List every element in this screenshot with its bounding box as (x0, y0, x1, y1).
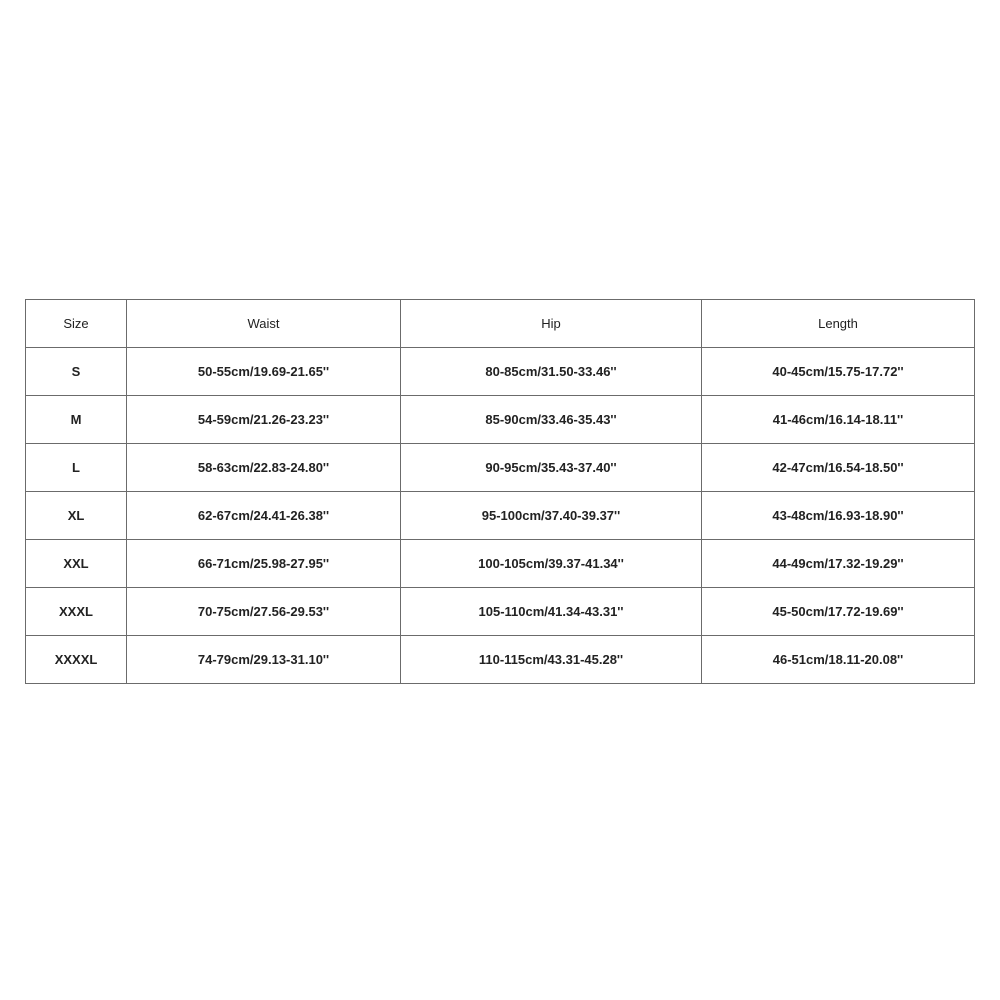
length-cell: 46-51cm/18.11-20.08'' (702, 636, 975, 684)
table-row (26, 492, 975, 540)
size-cell: XL (26, 492, 127, 540)
table-row (26, 348, 975, 396)
header-hip: Hip (401, 300, 702, 348)
length-cell: 42-47cm/16.54-18.50'' (702, 444, 975, 492)
header-length: Length (702, 300, 975, 348)
header-waist: Waist (127, 300, 401, 348)
waist-cell: 58-63cm/22.83-24.80'' (127, 444, 401, 492)
waist-cell: 54-59cm/21.26-23.23'' (127, 396, 401, 444)
length-cell: 44-49cm/17.32-19.29'' (702, 540, 975, 588)
hip-cell: 80-85cm/31.50-33.46'' (401, 348, 702, 396)
table-row (26, 444, 975, 492)
hip-cell: 85-90cm/33.46-35.43'' (401, 396, 702, 444)
waist-cell: 66-71cm/25.98-27.95'' (127, 540, 401, 588)
size-cell: XXXL (26, 588, 127, 636)
size-cell: M (26, 396, 127, 444)
table-row (26, 588, 975, 636)
size-cell: S (26, 348, 127, 396)
length-cell: 41-46cm/16.14-18.11'' (702, 396, 975, 444)
length-cell: 40-45cm/15.75-17.72'' (702, 348, 975, 396)
size-cell: XXXXL (26, 636, 127, 684)
waist-cell: 74-79cm/29.13-31.10'' (127, 636, 401, 684)
table-header-row (26, 300, 975, 348)
size-cell: L (26, 444, 127, 492)
size-chart-table (25, 299, 975, 684)
waist-cell: 50-55cm/19.69-21.65'' (127, 348, 401, 396)
size-cell: XXL (26, 540, 127, 588)
length-cell: 45-50cm/17.72-19.69'' (702, 588, 975, 636)
length-cell: 43-48cm/16.93-18.90'' (702, 492, 975, 540)
hip-cell: 105-110cm/41.34-43.31'' (401, 588, 702, 636)
hip-cell: 110-115cm/43.31-45.28'' (401, 636, 702, 684)
waist-cell: 62-67cm/24.41-26.38'' (127, 492, 401, 540)
hip-cell: 100-105cm/39.37-41.34'' (401, 540, 702, 588)
waist-cell: 70-75cm/27.56-29.53'' (127, 588, 401, 636)
header-size: Size (26, 300, 127, 348)
hip-cell: 90-95cm/35.43-37.40'' (401, 444, 702, 492)
table-row (26, 396, 975, 444)
table-row (26, 540, 975, 588)
table-row (26, 636, 975, 684)
hip-cell: 95-100cm/37.40-39.37'' (401, 492, 702, 540)
